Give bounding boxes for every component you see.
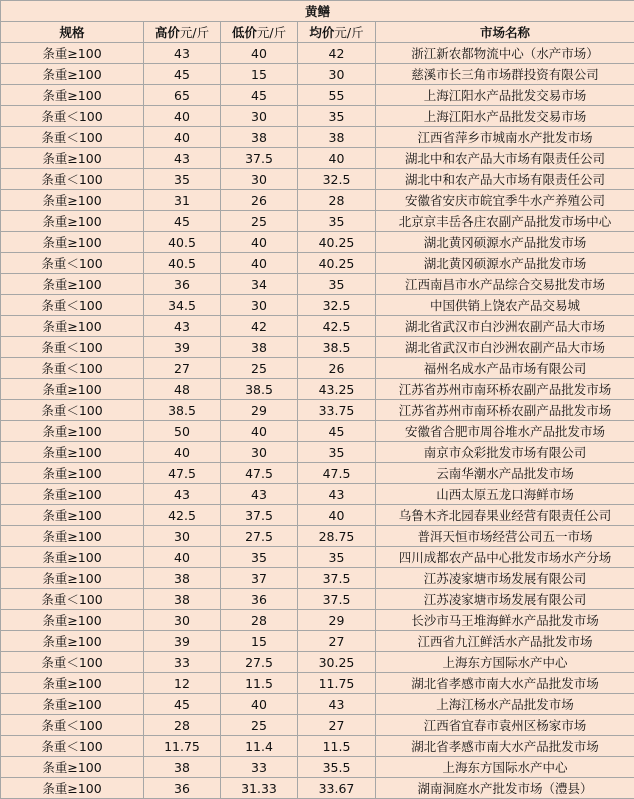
high-price-cell: 43 — [144, 484, 221, 505]
low-price-cell: 40 — [221, 43, 298, 64]
spec-cell: 条重≥100 — [1, 526, 144, 547]
spec-cell: 条重＜100 — [1, 106, 144, 127]
low-price-cell: 38.5 — [221, 379, 298, 400]
high-price-cell: 11.75 — [144, 736, 221, 757]
spec-cell: 条重≥100 — [1, 190, 144, 211]
low-price-cell: 42 — [221, 316, 298, 337]
market-name-cell: 上海东方国际水产中心 — [376, 757, 634, 778]
low-price-cell: 33 — [221, 757, 298, 778]
table-row — [1, 757, 634, 778]
market-name-cell: 浙江新农都物流中心（水产市场） — [376, 43, 634, 64]
avg-price-cell: 33.75 — [298, 400, 376, 421]
high-price-cell: 42.5 — [144, 505, 221, 526]
low-price-cell: 28 — [221, 610, 298, 631]
low-price-cell: 29 — [221, 400, 298, 421]
avg-price-cell: 55 — [298, 85, 376, 106]
low-price-cell: 31.33 — [221, 778, 298, 799]
table-row — [1, 694, 634, 715]
table-row — [1, 295, 634, 316]
high-price-cell: 40 — [144, 442, 221, 463]
avg-price-cell: 30.25 — [298, 652, 376, 673]
avg-price-cell: 38.5 — [298, 337, 376, 358]
title-row — [1, 1, 634, 22]
avg-price-cell: 37.5 — [298, 589, 376, 610]
market-name-cell: 上海江阳水产品批发交易市场 — [376, 85, 634, 106]
spec-cell: 条重＜100 — [1, 589, 144, 610]
low-price-cell: 30 — [221, 169, 298, 190]
avg-price-cell: 28.75 — [298, 526, 376, 547]
spec-cell: 条重≥100 — [1, 631, 144, 652]
spec-cell: 条重≥100 — [1, 316, 144, 337]
high-price-cell: 38.5 — [144, 400, 221, 421]
table-row — [1, 652, 634, 673]
market-name-cell: 江苏凌家塘市场发展有限公司 — [376, 589, 634, 610]
spec-cell: 条重≥100 — [1, 442, 144, 463]
market-name-cell: 上海江杨水产品批发市场 — [376, 694, 634, 715]
avg-price-cell: 32.5 — [298, 295, 376, 316]
market-name-cell: 江西省萍乡市城南水产批发市场 — [376, 127, 634, 148]
low-price-cell: 25 — [221, 715, 298, 736]
spec-cell: 条重≥100 — [1, 694, 144, 715]
spec-cell: 条重≥100 — [1, 211, 144, 232]
table-row — [1, 190, 634, 211]
table-row — [1, 673, 634, 694]
spec-cell: 条重≥100 — [1, 274, 144, 295]
market-name-cell: 乌鲁木齐北园春果业经营有限责任公司 — [376, 505, 634, 526]
high-price-cell: 65 — [144, 85, 221, 106]
low-price-cell: 40 — [221, 694, 298, 715]
spec-cell: 条重≥100 — [1, 610, 144, 631]
avg-price-cell: 37.5 — [298, 568, 376, 589]
table-row — [1, 232, 634, 253]
avg-price-cell: 11.75 — [298, 673, 376, 694]
low-price-cell: 27.5 — [221, 652, 298, 673]
table-row — [1, 442, 634, 463]
avg-price-cell: 26 — [298, 358, 376, 379]
spec-cell: 条重≥100 — [1, 505, 144, 526]
table-row — [1, 736, 634, 757]
high-price-cell: 36 — [144, 778, 221, 799]
table-row — [1, 715, 634, 736]
avg-price-cell: 40 — [298, 148, 376, 169]
market-name-cell: 江西南昌市水产品综合交易批发市场 — [376, 274, 634, 295]
market-name-cell: 慈溪市长三角市场群投资有限公司 — [376, 64, 634, 85]
spec-cell: 条重＜100 — [1, 715, 144, 736]
spec-cell: 条重＜100 — [1, 337, 144, 358]
market-name-cell: 江苏凌家塘市场发展有限公司 — [376, 568, 634, 589]
low-price-cell: 38 — [221, 337, 298, 358]
market-name-cell: 安徽省合肥市周谷堆水产品批发市场 — [376, 421, 634, 442]
table-row — [1, 85, 634, 106]
high-price-cell: 40.5 — [144, 232, 221, 253]
market-name-cell: 江苏省苏州市南环桥农副产品批发市场 — [376, 400, 634, 421]
market-name-cell: 湖北省孝感市南大水产品批发市场 — [376, 736, 634, 757]
low-price-cell: 26 — [221, 190, 298, 211]
table-body — [1, 43, 634, 799]
high-price-cell: 39 — [144, 337, 221, 358]
table-row — [1, 64, 634, 85]
high-price-cell: 27 — [144, 358, 221, 379]
header-market-name: 市场名称 — [376, 22, 634, 43]
low-price-cell: 40 — [221, 232, 298, 253]
market-name-cell: 长沙市马王堆海鲜水产品批发市场 — [376, 610, 634, 631]
table-row — [1, 358, 634, 379]
high-price-cell: 12 — [144, 673, 221, 694]
market-name-cell: 中国供销上饶农产品交易城 — [376, 295, 634, 316]
high-price-cell: 43 — [144, 43, 221, 64]
market-name-cell: 安徽省安庆市皖宜季牛水产养殖公司 — [376, 190, 634, 211]
market-name-cell: 江苏省苏州市南环桥农副产品批发市场 — [376, 379, 634, 400]
spec-cell: 条重＜100 — [1, 169, 144, 190]
table-row — [1, 337, 634, 358]
table-row — [1, 400, 634, 421]
spec-cell: 条重≥100 — [1, 43, 144, 64]
high-price-cell: 40.5 — [144, 253, 221, 274]
low-price-cell: 25 — [221, 358, 298, 379]
spec-cell: 条重＜100 — [1, 400, 144, 421]
table-row — [1, 631, 634, 652]
market-name-cell: 北京京丰岳各庄农副产品批发市场中心 — [376, 211, 634, 232]
table-row — [1, 568, 634, 589]
spec-cell: 条重＜100 — [1, 253, 144, 274]
low-price-cell: 47.5 — [221, 463, 298, 484]
table-row — [1, 778, 634, 799]
high-price-cell: 45 — [144, 694, 221, 715]
avg-price-cell: 42.5 — [298, 316, 376, 337]
avg-price-cell: 35 — [298, 211, 376, 232]
high-price-cell: 43 — [144, 316, 221, 337]
header-row — [1, 22, 634, 43]
low-price-cell: 30 — [221, 442, 298, 463]
market-name-cell: 普洱天恒市场经营公司五一市场 — [376, 526, 634, 547]
market-name-cell: 上海东方国际水产中心 — [376, 652, 634, 673]
avg-price-cell: 35 — [298, 106, 376, 127]
avg-price-cell: 35 — [298, 547, 376, 568]
market-name-cell: 四川成都农产品中心批发市场水产分场 — [376, 547, 634, 568]
market-name-cell: 山西太原五龙口海鲜市场 — [376, 484, 634, 505]
high-price-cell: 45 — [144, 64, 221, 85]
high-price-cell: 28 — [144, 715, 221, 736]
low-price-cell: 34 — [221, 274, 298, 295]
table-row — [1, 379, 634, 400]
avg-price-cell: 40.25 — [298, 232, 376, 253]
table-row — [1, 106, 634, 127]
high-price-cell: 38 — [144, 568, 221, 589]
avg-price-cell: 43 — [298, 484, 376, 505]
avg-price-cell: 28 — [298, 190, 376, 211]
low-price-cell: 11.4 — [221, 736, 298, 757]
avg-price-cell: 27 — [298, 631, 376, 652]
low-price-cell: 11.5 — [221, 673, 298, 694]
header-spec: 规格 — [1, 22, 144, 43]
avg-price-cell: 11.5 — [298, 736, 376, 757]
spec-cell: 条重＜100 — [1, 736, 144, 757]
high-price-cell: 30 — [144, 526, 221, 547]
low-price-cell: 30 — [221, 106, 298, 127]
high-price-cell: 48 — [144, 379, 221, 400]
table-title: 黄鳝 — [1, 1, 634, 22]
spec-cell: 条重≥100 — [1, 85, 144, 106]
market-name-cell: 湖北黄冈硕源水产品批发市场 — [376, 253, 634, 274]
spec-cell: 条重≥100 — [1, 463, 144, 484]
unit-label: 元/斤 — [256, 24, 287, 40]
high-price-cell: 47.5 — [144, 463, 221, 484]
low-price-cell: 40 — [221, 421, 298, 442]
avg-price-cell: 35 — [298, 442, 376, 463]
high-price-cell: 36 — [144, 274, 221, 295]
avg-price-cell: 33.67 — [298, 778, 376, 799]
spec-cell: 条重≥100 — [1, 421, 144, 442]
low-price-cell: 36 — [221, 589, 298, 610]
table-row — [1, 610, 634, 631]
market-name-cell: 湖北省孝感市南大水产品批发市场 — [376, 673, 634, 694]
avg-price-cell: 30 — [298, 64, 376, 85]
low-price-cell: 35 — [221, 547, 298, 568]
low-price-cell: 45 — [221, 85, 298, 106]
high-price-cell: 38 — [144, 589, 221, 610]
header-high-price: 高价元/斤 — [144, 22, 221, 43]
high-price-cell: 35 — [144, 169, 221, 190]
spec-cell: 条重≥100 — [1, 232, 144, 253]
market-name-cell: 湖北中和农产品大市场有限责任公司 — [376, 148, 634, 169]
low-price-cell: 43 — [221, 484, 298, 505]
low-price-cell: 25 — [221, 211, 298, 232]
spec-cell: 条重≥100 — [1, 757, 144, 778]
low-price-cell: 38 — [221, 127, 298, 148]
avg-price-cell: 32.5 — [298, 169, 376, 190]
avg-price-cell: 38 — [298, 127, 376, 148]
table-row — [1, 148, 634, 169]
high-price-cell: 40 — [144, 106, 221, 127]
header-low-price: 低价元/斤 — [221, 22, 298, 43]
low-price-cell: 15 — [221, 64, 298, 85]
avg-price-cell: 29 — [298, 610, 376, 631]
market-name-cell: 江西省宜春市袁州区杨家市场 — [376, 715, 634, 736]
unit-label: 元/斤 — [179, 24, 210, 40]
high-price-cell: 40 — [144, 127, 221, 148]
low-price-cell: 30 — [221, 295, 298, 316]
table-row — [1, 274, 634, 295]
spec-cell: 条重＜100 — [1, 358, 144, 379]
spec-cell: 条重＜100 — [1, 652, 144, 673]
high-price-cell: 45 — [144, 211, 221, 232]
table-row — [1, 253, 634, 274]
low-price-cell: 15 — [221, 631, 298, 652]
low-price-cell: 37.5 — [221, 148, 298, 169]
high-price-cell: 33 — [144, 652, 221, 673]
table-row — [1, 421, 634, 442]
spec-cell: 条重＜100 — [1, 127, 144, 148]
spec-cell: 条重≥100 — [1, 379, 144, 400]
market-name-cell: 湖北黄冈硕源水产品批发市场 — [376, 232, 634, 253]
avg-price-cell: 40 — [298, 505, 376, 526]
table-row — [1, 316, 634, 337]
spec-cell: 条重≥100 — [1, 484, 144, 505]
market-name-cell: 湖北中和农产品大市场有限责任公司 — [376, 169, 634, 190]
avg-price-cell: 43 — [298, 694, 376, 715]
spec-cell: 条重≥100 — [1, 778, 144, 799]
spec-cell: 条重≥100 — [1, 547, 144, 568]
high-price-cell: 34.5 — [144, 295, 221, 316]
market-name-cell: 南京市众彩批发市场有限公司 — [376, 442, 634, 463]
avg-price-cell: 42 — [298, 43, 376, 64]
market-name-cell: 湖北省武汉市白沙洲农副产品大市场 — [376, 337, 634, 358]
low-price-cell: 37 — [221, 568, 298, 589]
table-row — [1, 169, 634, 190]
table-row — [1, 211, 634, 232]
market-name-cell: 湖北省武汉市白沙洲农副产品大市场 — [376, 316, 634, 337]
avg-price-cell: 35 — [298, 274, 376, 295]
spec-cell: 条重≥100 — [1, 148, 144, 169]
table-row — [1, 127, 634, 148]
spec-cell: 条重≥100 — [1, 64, 144, 85]
avg-price-cell: 45 — [298, 421, 376, 442]
header-avg-price: 均价元/斤 — [298, 22, 376, 43]
unit-label: 元/斤 — [334, 24, 364, 40]
low-price-cell: 40 — [221, 253, 298, 274]
high-price-cell: 43 — [144, 148, 221, 169]
market-name-cell: 江西省九江鲜活水产品批发市场 — [376, 631, 634, 652]
table-row — [1, 526, 634, 547]
high-price-cell: 31 — [144, 190, 221, 211]
table-row — [1, 43, 634, 64]
high-price-cell: 38 — [144, 757, 221, 778]
table-row — [1, 505, 634, 526]
avg-price-cell: 27 — [298, 715, 376, 736]
spec-cell: 条重≥100 — [1, 673, 144, 694]
high-price-cell: 40 — [144, 547, 221, 568]
avg-price-cell: 35.5 — [298, 757, 376, 778]
high-price-cell: 50 — [144, 421, 221, 442]
high-price-cell: 30 — [144, 610, 221, 631]
market-name-cell: 上海江阳水产品批发交易市场 — [376, 106, 634, 127]
low-price-cell: 27.5 — [221, 526, 298, 547]
table-row — [1, 484, 634, 505]
table-row — [1, 463, 634, 484]
low-price-cell: 37.5 — [221, 505, 298, 526]
avg-price-cell: 43.25 — [298, 379, 376, 400]
market-name-cell: 福州名成水产品市场有限公司 — [376, 358, 634, 379]
market-name-cell: 云南华潮水产品批发市场 — [376, 463, 634, 484]
avg-price-cell: 47.5 — [298, 463, 376, 484]
avg-price-cell: 40.25 — [298, 253, 376, 274]
high-price-cell: 39 — [144, 631, 221, 652]
spec-cell: 条重≥100 — [1, 568, 144, 589]
spec-cell: 条重＜100 — [1, 295, 144, 316]
table-row — [1, 589, 634, 610]
market-name-cell: 湖南洞庭水产批发市场（澧县） — [376, 778, 634, 799]
table-row — [1, 547, 634, 568]
